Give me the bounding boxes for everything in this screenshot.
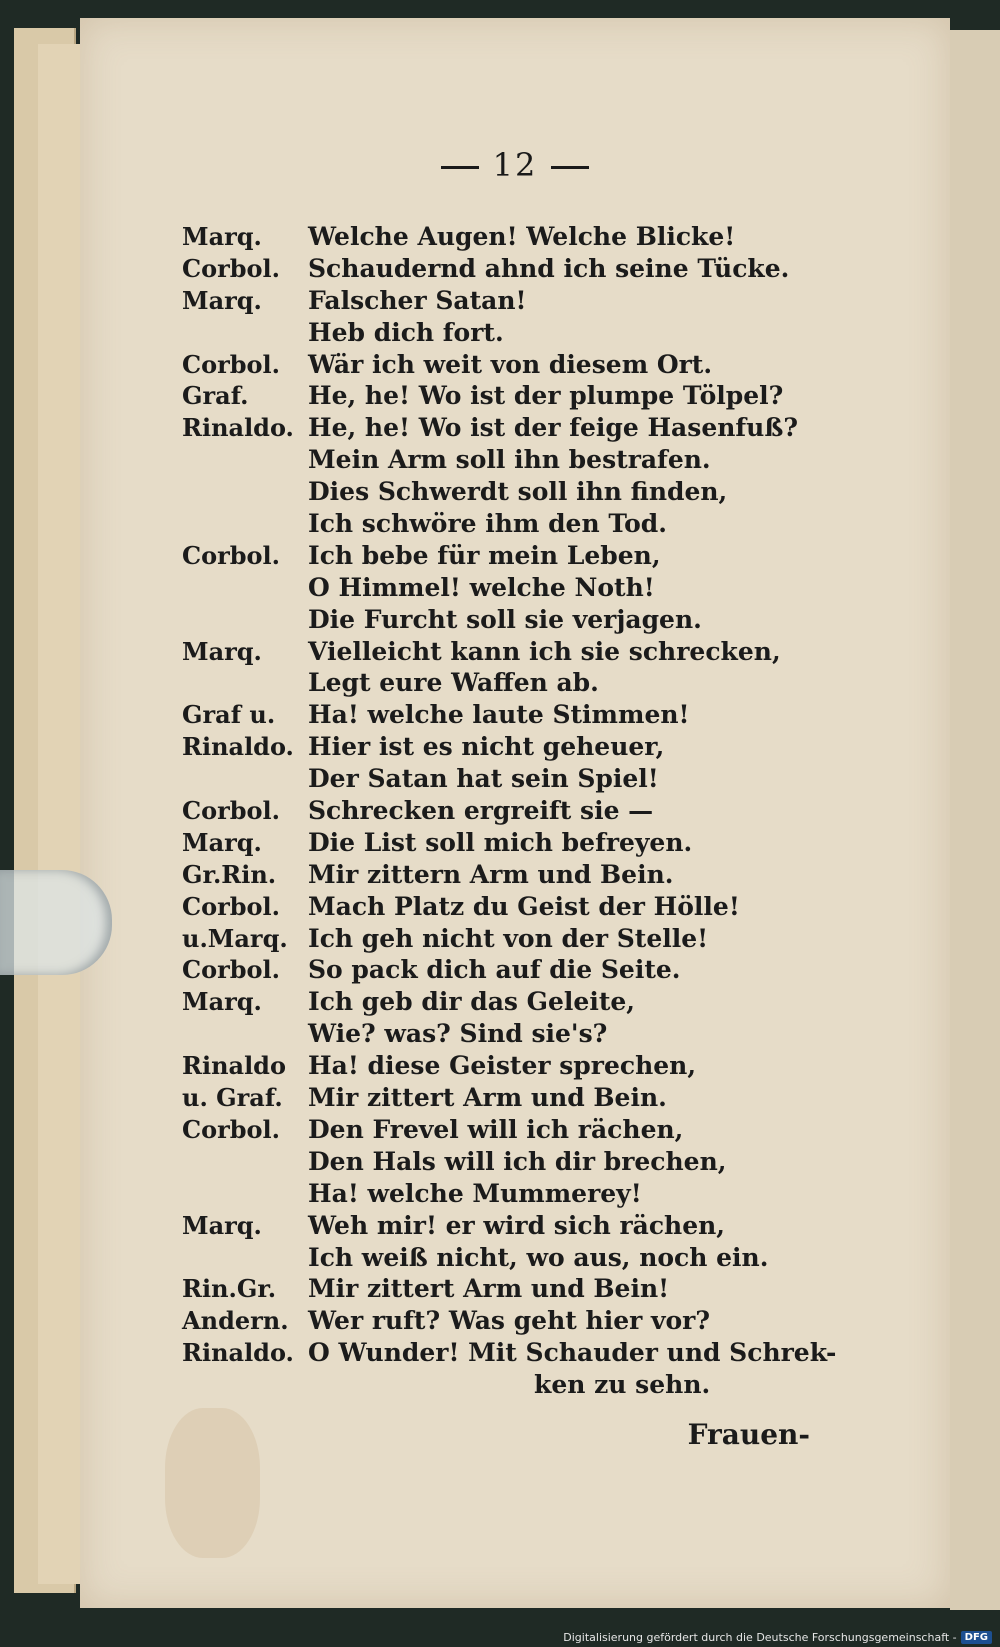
page-number-value: 12 [492,146,538,184]
verse-text: Ich schwöre ihm den Tod. [308,509,667,539]
verse-text: Weh mir! er wird sich rächen, [308,1210,726,1240]
verse-text: O Wunder! Mit Schauder und Schrek- [308,1338,837,1368]
speaker-name: Andern. [182,1306,289,1336]
verse-line [182,221,862,253]
verse-line [182,285,862,317]
verse-text: Ich bebe für mein Leben, [308,540,661,570]
paper-stain [165,1408,260,1558]
verse-text: Falscher Satan! [308,285,527,315]
verse-text: He, he! Wo ist der plumpe Tölpel? [308,381,784,411]
speaker-name: Corbol. [182,253,281,283]
verse-text: Mach Platz du Geist der Hölle! [308,891,740,921]
verse-text: Welche Augen! Welche Blicke! [308,222,736,251]
verse-text: Schaudernd ahnd ich seine Tücke. [308,253,790,283]
speaker-name: Marq. [182,285,262,315]
verse-line [182,508,862,540]
verse-text: Die List soll mich befreyen. [308,827,693,857]
verse-line [182,380,862,412]
verse-text: Ich geh nicht von der Stelle! [308,923,709,953]
verse-line [182,1210,862,1242]
footer-credit [563,1631,992,1644]
page-number [80,146,950,184]
catchword: Frauen- [687,1418,810,1451]
speaker-name: u. Graf. [182,1083,283,1113]
verse-line [182,349,862,381]
speaker-name: Corbol. [182,891,281,921]
dfg-logo: DFG [961,1631,992,1644]
verse-line [182,954,862,986]
speaker-name: Rinaldo. [182,1338,294,1368]
verse-text: Wer ruft? Was geht hier vor? [308,1306,710,1336]
book-page [80,18,950,1608]
verse-line [182,636,862,668]
speaker-name: Corbol. [182,1114,281,1144]
speaker-name: Marq. [182,636,262,666]
page-clip [0,870,112,975]
speaker-name: Marq. [182,987,262,1017]
verse-line [182,1050,862,1082]
speaker-name: Corbol. [182,955,281,985]
verse-line [182,317,862,349]
speaker-name: Marq. [182,827,262,857]
verse-line [182,986,862,1018]
verse-line [182,1114,862,1146]
facing-page-edge [950,30,1000,1610]
speaker-name: Graf. [182,381,249,411]
verse-line [182,923,862,955]
verse-text: Wär ich weit von diesem Ort. [308,349,713,379]
verse-text: Schrecken ergreift sie — [308,796,654,826]
speaker-name: Rinaldo. [182,413,294,443]
verse-text: Den Frevel will ich rächen, [308,1114,684,1144]
libretto-text [182,221,862,1401]
verse-text: Heb dich fort. [308,317,504,347]
verse-line [182,1273,862,1305]
verse-line [182,891,862,923]
speaker-name: Marq. [182,1210,262,1240]
page-number-dash-right [551,166,589,169]
verse-text: Mir zittert Arm und Bein. [308,1083,667,1113]
verse-text: Ich weiß nicht, wo aus, noch ein. [308,1242,769,1272]
verse-line [182,1146,862,1178]
footer-text: Digitalisierung gefördert durch die Deutsche Forschungsgemeinschaft - [563,1631,957,1644]
speaker-name: Rinaldo. [182,732,294,762]
verse-text: Den Hals will ich dir brechen, [308,1146,727,1176]
verse-text: Der Satan hat sein Spiel! [308,764,659,794]
verse-line [182,699,862,731]
verse-text: Vielleicht kann ich sie schrecken, [308,636,781,666]
verse-line [182,412,862,444]
verse-line [182,1082,862,1114]
verse-line [182,572,862,604]
speaker-name: Corbol. [182,796,281,826]
verse-line [182,1337,862,1369]
verse-text: O Himmel! welche Noth! [308,572,655,602]
verse-line [182,1369,862,1401]
verse-text: Mir zittert Arm und Bein! [308,1274,670,1304]
speaker-name: Corbol. [182,540,281,570]
speaker-name: Corbol. [182,349,281,379]
verse-line [182,540,862,572]
verse-text: Hier ist es nicht geheuer, [308,732,665,762]
verse-text: ken zu sehn. [534,1370,711,1400]
verse-line [182,444,862,476]
verse-line [182,763,862,795]
page-number-dash-left [441,166,479,169]
verse-line [182,604,862,636]
verse-text: He, he! Wo ist der feige Hasenfuß? [308,413,798,443]
verse-text: Dies Schwerdt soll ihn finden, [308,477,728,507]
verse-text: So pack dich auf die Seite. [308,955,681,985]
speaker-name: Gr.Rin. [182,859,277,889]
speaker-name: u.Marq. [182,923,288,953]
verse-text: Legt eure Waffen ab. [308,668,599,698]
verse-text: Mein Arm soll ihn bestrafen. [308,445,711,475]
verse-line [182,1018,862,1050]
verse-text: Mir zittern Arm und Bein. [308,859,674,889]
verse-text: Ha! welche laute Stimmen! [308,700,690,730]
verse-line [182,859,862,891]
verse-line [182,1305,862,1337]
verse-line [182,795,862,827]
speaker-name: Rin.Gr. [182,1274,277,1304]
verse-line [182,667,862,699]
speaker-name: Rinaldo [182,1051,286,1081]
verse-line [182,253,862,285]
verse-text: Ha! welche Mummerey! [308,1178,642,1208]
verse-text: Ha! diese Geister sprechen, [308,1051,697,1081]
speaker-name: Marq. [182,222,262,251]
verse-text: Ich geb dir das Geleite, [308,987,635,1017]
verse-line [182,827,862,859]
verse-line [182,476,862,508]
verse-line [182,1242,862,1274]
verse-line [182,1178,862,1210]
verse-text: Die Furcht soll sie verjagen. [308,604,702,634]
verse-line [182,731,862,763]
speaker-name: Graf u. [182,700,276,730]
verse-text: Wie? was? Sind sie's? [308,1019,608,1049]
